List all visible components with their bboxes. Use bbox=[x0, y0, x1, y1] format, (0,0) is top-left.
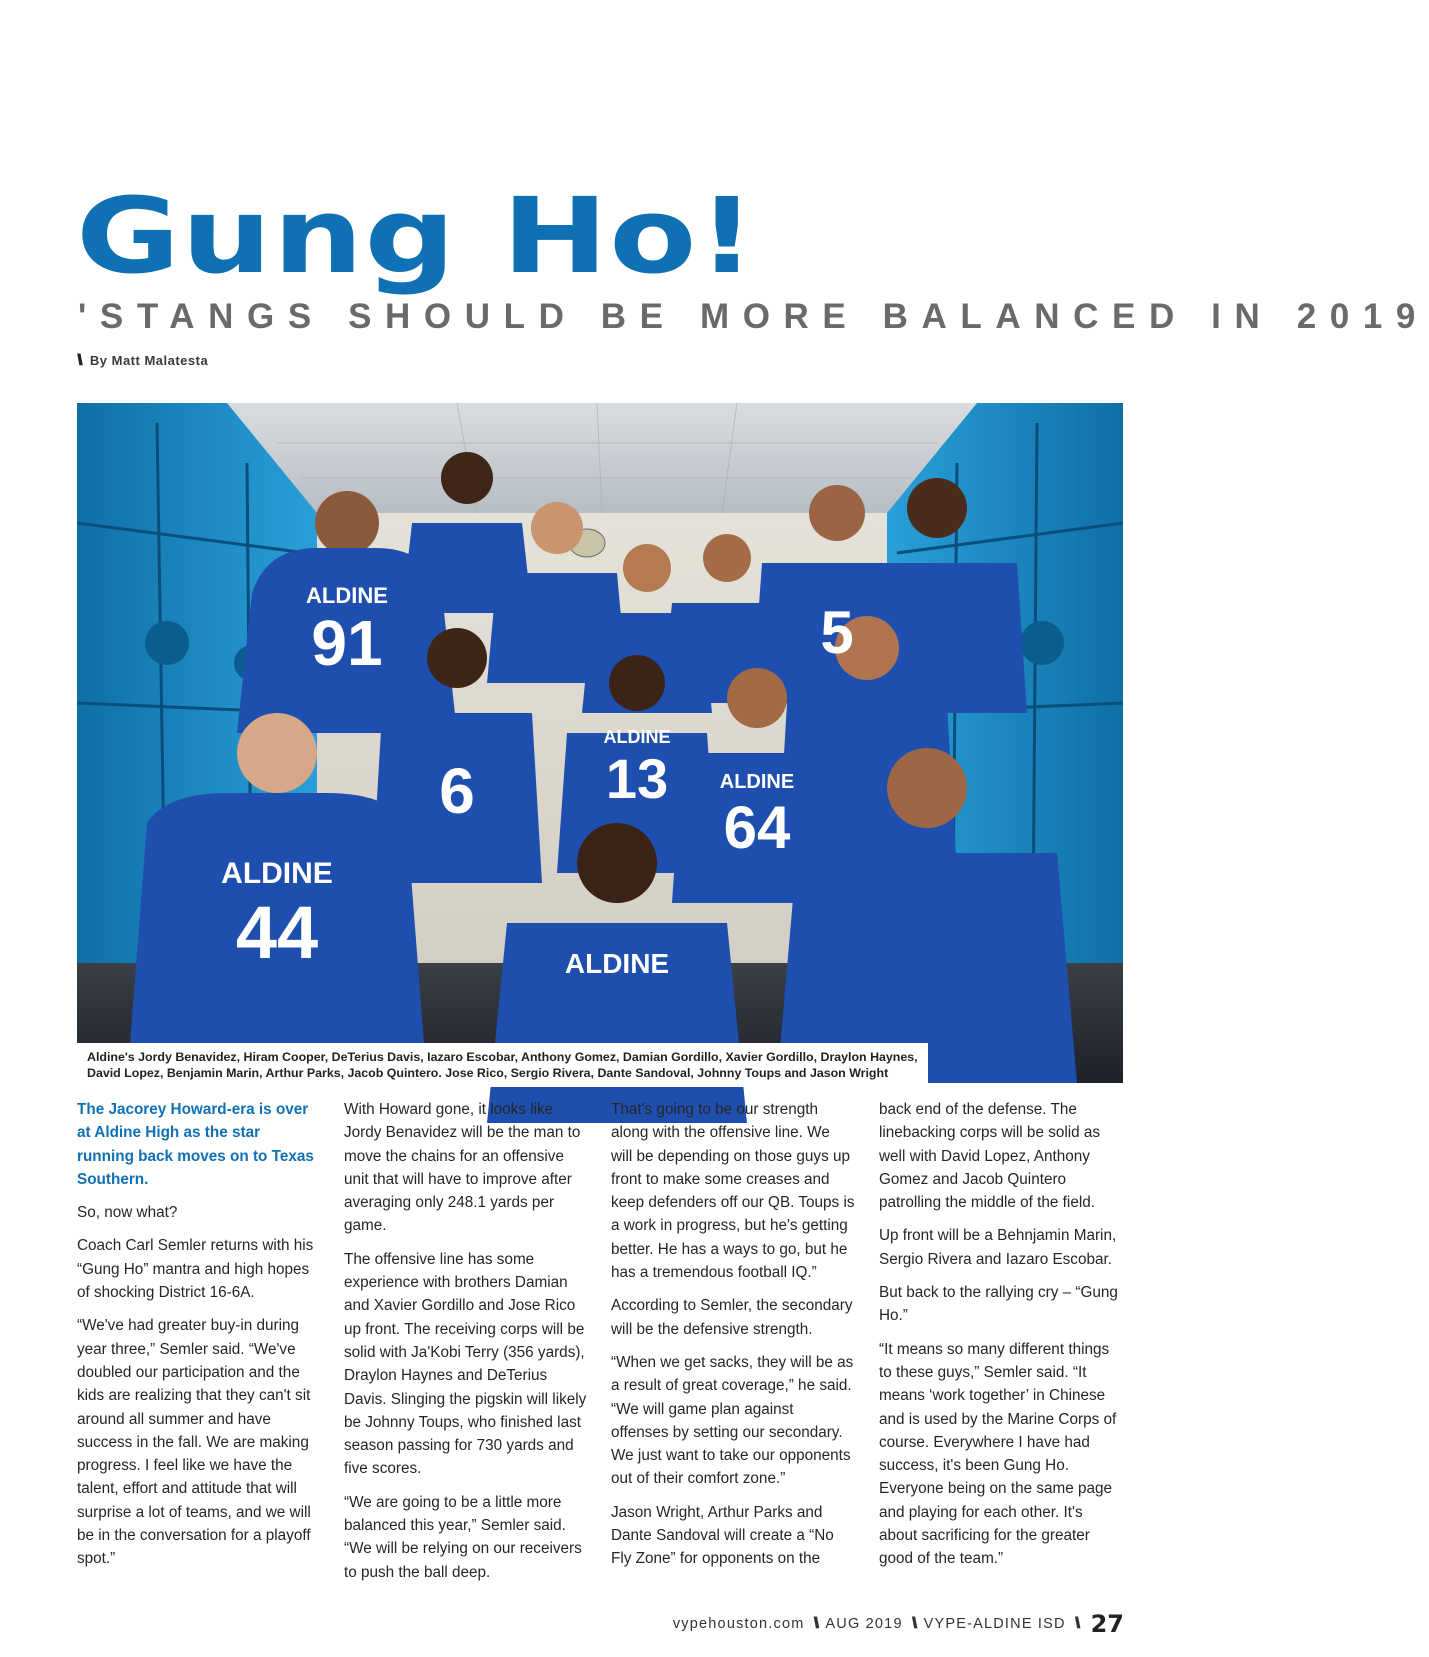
paragraph: According to Semler, the secondary will be the defensive strength. bbox=[611, 1297, 853, 1338]
paragraph: “It means so many different things to these guys,” Semler said. “It means ‘work together’ in Chinese and is used by the Marine Corps of course. Everywhere I have had success, it's been Gung Ho. Everyone being on the same page and playing for each other. It's about sacrificing for the greater good of the team.” bbox=[879, 1340, 1117, 1568]
paragraph: “We've had greater buy-in during year three,” Semler said. “We've doubled our participation and the kids are realizing that they can't sit around all summer and have success in the fall. We are making progress. I feel like we have the talent, effort and attitude that will surprise a lot of teams, and we will be in the conversation for a playoff spot.” bbox=[77, 1317, 311, 1568]
article-column-4 bbox=[879, 1098, 1123, 1581]
footer-issue: AUG 2019 bbox=[825, 1616, 903, 1632]
jersey-number: 44 bbox=[235, 891, 319, 974]
double-slash-icon: \\ bbox=[1074, 1615, 1078, 1632]
paragraph: back end of the defense. The linebacking corps will be solid as well with David Lopez, Anthony Gomez and Jacob Quintero patrolling the middle of the field. bbox=[879, 1101, 1101, 1212]
jersey-number: 5 bbox=[820, 599, 854, 666]
jersey-number: 91 bbox=[311, 607, 383, 679]
article-lead: The Jacorey Howard-era is over at Aldine High as the star running back moves on to Texas Southern. bbox=[77, 1101, 314, 1188]
paragraph: That's going to be our strength along with the offensive line. We will be depending on those guys up front to make some creases and keep defenders off our QB. Toups is a work in progress, but he's getting better. He has a ways to go, but he has a tremendous football IQ.” bbox=[611, 1101, 855, 1282]
double-slash-icon: \\ bbox=[911, 1615, 915, 1632]
double-slash-icon: \\ bbox=[77, 352, 80, 369]
double-slash-icon: \\ bbox=[813, 1615, 817, 1632]
jersey-label: ALDINE bbox=[603, 727, 671, 747]
jersey-label: ALDINE bbox=[719, 771, 795, 793]
team-photo-illustration bbox=[77, 403, 1123, 1083]
byline bbox=[77, 352, 208, 370]
page-footer bbox=[673, 1610, 1124, 1638]
jersey-number: 64 bbox=[723, 794, 791, 861]
paragraph: Coach Carl Semler returns with his “Gung Ho” mantra and high hopes of shocking District 16-6A. bbox=[77, 1237, 314, 1302]
paragraph: With Howard gone, it looks like Jordy Benavidez will be the man to move the chains for an offensive unit that will have to improve after averaging only 248.1 yards per game. bbox=[344, 1101, 581, 1235]
jersey-label: ALDINE bbox=[306, 583, 388, 608]
article-subtitle: 'STANGS SHOULD BE MORE BALANCED IN 2019 bbox=[78, 297, 1429, 336]
jersey-number: 6 bbox=[439, 755, 475, 827]
jersey-label: ALDINE bbox=[221, 857, 333, 890]
page-number: 27 bbox=[1090, 1610, 1124, 1638]
article-column-3 bbox=[611, 1098, 855, 1581]
paragraph: So, now what? bbox=[77, 1204, 178, 1222]
jersey-label: ALDINE bbox=[564, 948, 670, 979]
article-column-2 bbox=[344, 1098, 588, 1594]
paragraph: But back to the rallying cry – “Gung Ho.” bbox=[879, 1284, 1118, 1325]
team-photo bbox=[77, 403, 1123, 1083]
caption-line: Aldine's Jordy Benavidez, Hiram Cooper, DeTerius Davis, Iazaro Escobar, Anthony Gomez, Damian Gordillo, Xavier Gordillo, Draylon Haynes, bbox=[87, 1050, 918, 1064]
article-column-1 bbox=[77, 1098, 321, 1581]
paragraph: The offensive line has some experience with brothers Damian and Xavier Gordillo and Jose Rico up front. The receiving corps will be solid with Ja'Kobi Terry (356 yards), Draylon Haynes and DeTerius Davis. Slinging the pigskin will likely be Johnny Toups, who finished last season passing for 730 yards and five scores. bbox=[344, 1250, 587, 1478]
paragraph: “When we get sacks, they will be as a result of great coverage,” he said. “We will game plan against offenses by setting our secondary. We just want to take our opponents out of their comfort zone.” bbox=[611, 1353, 854, 1488]
paragraph: Jason Wright, Arthur Parks and Dante Sandoval will create a “No Fly Zone” for opponents on the bbox=[611, 1503, 834, 1568]
byline-text: By Matt Malatesta bbox=[89, 353, 209, 368]
article-title: Gung Ho! bbox=[76, 175, 757, 297]
caption-line: David Lopez, Benjamin Marin, Arthur Parks, Jacob Quintero. Jose Rico, Sergio Rivera, Dante Sandoval, Johnny Toups and Jason Wright bbox=[87, 1066, 889, 1080]
photo-caption bbox=[77, 1043, 928, 1087]
footer-site: vypehouston.com bbox=[672, 1616, 805, 1632]
jersey-number: 13 bbox=[605, 747, 669, 810]
footer-edition: VYPE-ALDINE ISD bbox=[923, 1616, 1066, 1632]
paragraph: “We are going to be a little more balanced this year,” Semler said. “We will be relying on our receivers to push the ball deep. bbox=[344, 1493, 582, 1581]
paragraph: Up front will be a Behnjamin Marin, Sergio Rivera and Iazaro Escobar. bbox=[879, 1227, 1117, 1268]
